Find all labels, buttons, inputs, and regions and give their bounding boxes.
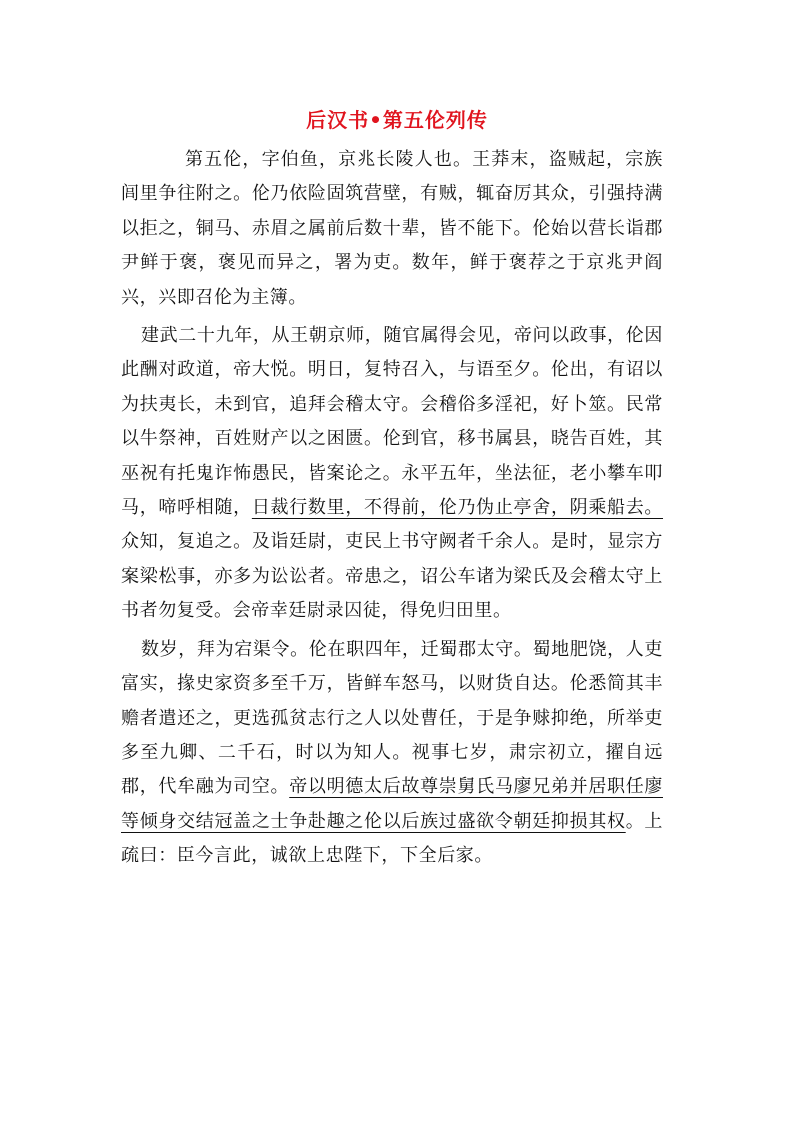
paragraph-2-text-before: 建武二十九年，从王朝京师，随官属得会见，帝问以政事，伦因此酬对政道，帝大悦。明日，复特召入，与语至夕。伦出，有诏以为扶夷长，未到官，追拜会稽太守。会稽俗多淫祀，好卜筮。民常以牛祭神，百姓财产以之困匮。伦到官，移书属县，晓告百姓，其巫祝有托鬼诈怖愚民，皆案论之。永平五年，坐法征，老小攀车叩马，啼呼相随， (121, 325, 663, 519)
paragraph-3-text-before: 数岁，拜为宕渠令。伦在职四年，迁蜀郡太守。蜀地肥饶，人吏富实，掾史家资多至千万，皆鲜车怒马，以财货自达。伦悉简其丰赡者遣还之，更选孤贫志行之人以处曹任，于是争赇抑绝，所举吏多至九卿、二千石，时以为知人。视事七岁，肃宗初立，擢自远郡，代牟融为司空。 (121, 638, 663, 798)
paragraph-3-underlined-text: 帝以明德太后故尊崇舅氏马廖兄弟并居职任廖等倾身交结冠盖之士争赴趣之伦以后族过盛欲令朝廷抑损其权 (121, 776, 663, 832)
paragraph-3-text-after: 。上疏曰：臣今言此，诚欲上忠陛下，下全后家。 (121, 810, 663, 867)
paragraph-2-text-after: 众知，复追之。及诣廷尉，吏民上书守阙者千余人。是时，显宗方案梁松事，亦多为讼讼者。帝患之，诏公车诸为梁氏及会稽太守上书者勿复受。会帝幸廷尉录囚徒，得免归田里。 (121, 531, 663, 622)
paragraph-3 (121, 633, 663, 874)
document-body (121, 143, 663, 874)
paragraph-1: 第五伦，字伯鱼，京兆长陵人也。王莽末，盗贼起，宗族闾里争往附之。伦乃依险固筑营壁，有贼，辄奋厉其众，引强持满以拒之，铜马、赤眉之属前后数十辈，皆不能下。伦始以营长诣郡尹鲜于褒，褒见而异之，署为吏。数年，鲜于褒荐之于京兆尹阎兴，兴即召伦为主簿。 (121, 149, 663, 308)
paragraph-2 (121, 319, 663, 629)
document-title: 后汉书•第五伦列传 (306, 108, 488, 132)
paragraph-2-underlined-text: 日裁行数里，不得前，伦乃伪止亭舍，阴乘船去。 (251, 497, 664, 519)
